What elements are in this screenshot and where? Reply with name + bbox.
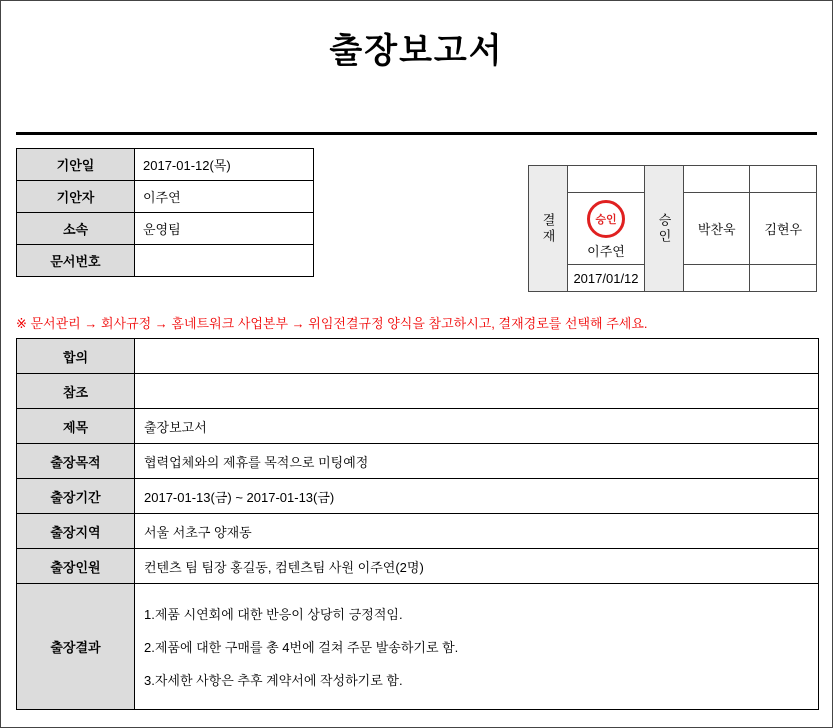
table-row <box>17 549 819 584</box>
department-label: 소속 <box>17 213 135 245</box>
table-row <box>17 584 819 710</box>
subject-value: 출장보고서 <box>135 409 819 444</box>
table-row <box>17 149 314 181</box>
drafter-label: 기안자 <box>17 181 135 213</box>
approver2-date-cell <box>750 265 817 292</box>
approval-table <box>528 165 817 292</box>
approver2-name: 김현우 <box>750 193 817 265</box>
table-row <box>17 245 314 277</box>
upper-section <box>16 148 817 292</box>
subject-label: 제목 <box>17 409 135 444</box>
agreement-value <box>135 339 819 374</box>
doc-number-label: 문서번호 <box>17 245 135 277</box>
title-divider <box>16 132 817 135</box>
draft-info-table <box>16 148 314 277</box>
approval-path-notice: ※ 문서관리 → 회사규정 → 홈네트워크 사업본부 → 위임전결규정 양식을 참고하시고, 결재경로를 선택해 주세요. <box>16 316 648 331</box>
table-row <box>17 409 819 444</box>
approver-role-header: 승인 <box>645 166 684 292</box>
reference-value <box>135 374 819 409</box>
table-row <box>17 374 819 409</box>
table-row <box>529 166 817 193</box>
drafter-name: 이주연 <box>587 243 625 259</box>
table-row <box>17 181 314 213</box>
reference-label: 참조 <box>17 374 135 409</box>
draft-date-value: 2017-01-12(목) <box>135 149 314 181</box>
table-row <box>17 444 819 479</box>
trip-members-label: 출장인원 <box>17 549 135 584</box>
trip-result-value <box>135 584 819 710</box>
trip-result-label: 출장결과 <box>17 584 135 710</box>
approval-stamp-icon <box>587 200 625 238</box>
drafter-sign-date: 2017/01/12 <box>568 265 645 292</box>
trip-region-label: 출장지역 <box>17 514 135 549</box>
table-row <box>17 514 819 549</box>
trip-result-line: 3.자세한 사항은 추후 계약서에 작성하기로 함. <box>144 673 403 688</box>
trip-result-line: 2.제품에 대한 구매를 총 4번에 걸쳐 주문 발송하기로 함. <box>144 640 459 655</box>
drafter-value: 이주연 <box>135 181 314 213</box>
agreement-label: 합의 <box>17 339 135 374</box>
drafter-role-cell <box>568 166 645 193</box>
approval-line <box>528 165 817 292</box>
drafter-sign-cell <box>568 193 645 265</box>
trip-result-line: 1.제품 시연회에 대한 반응이 상당히 긍정적임. <box>144 607 403 622</box>
approval-group-header: 결재 <box>529 166 568 292</box>
table-row <box>17 339 819 374</box>
approver1-date-cell <box>684 265 750 292</box>
page-title: 출장보고서 <box>329 32 504 70</box>
trip-purpose-label: 출장목적 <box>17 444 135 479</box>
trip-purpose-value: 협력업체와의 제휴를 목적으로 미팅예정 <box>135 444 819 479</box>
draft-date-label: 기안일 <box>17 149 135 181</box>
table-row <box>17 213 314 245</box>
trip-period-label: 출장기간 <box>17 479 135 514</box>
stamp-label: 승인 <box>595 213 617 226</box>
report-table <box>16 338 819 710</box>
department-value: 운영팀 <box>135 213 314 245</box>
table-row <box>17 479 819 514</box>
approver1-role-cell <box>684 166 750 193</box>
approver2-role-cell <box>750 166 817 193</box>
trip-region-value: 서울 서초구 양재동 <box>135 514 819 549</box>
doc-number-value <box>135 245 314 277</box>
approver1-name: 박찬욱 <box>684 193 750 265</box>
trip-members-value: 컨텐츠 팀 팀장 홍길동, 컴텐츠팀 사원 이주연(2명) <box>135 549 819 584</box>
trip-period-value: 2017-01-13(금) ~ 2017-01-13(금) <box>135 479 819 514</box>
